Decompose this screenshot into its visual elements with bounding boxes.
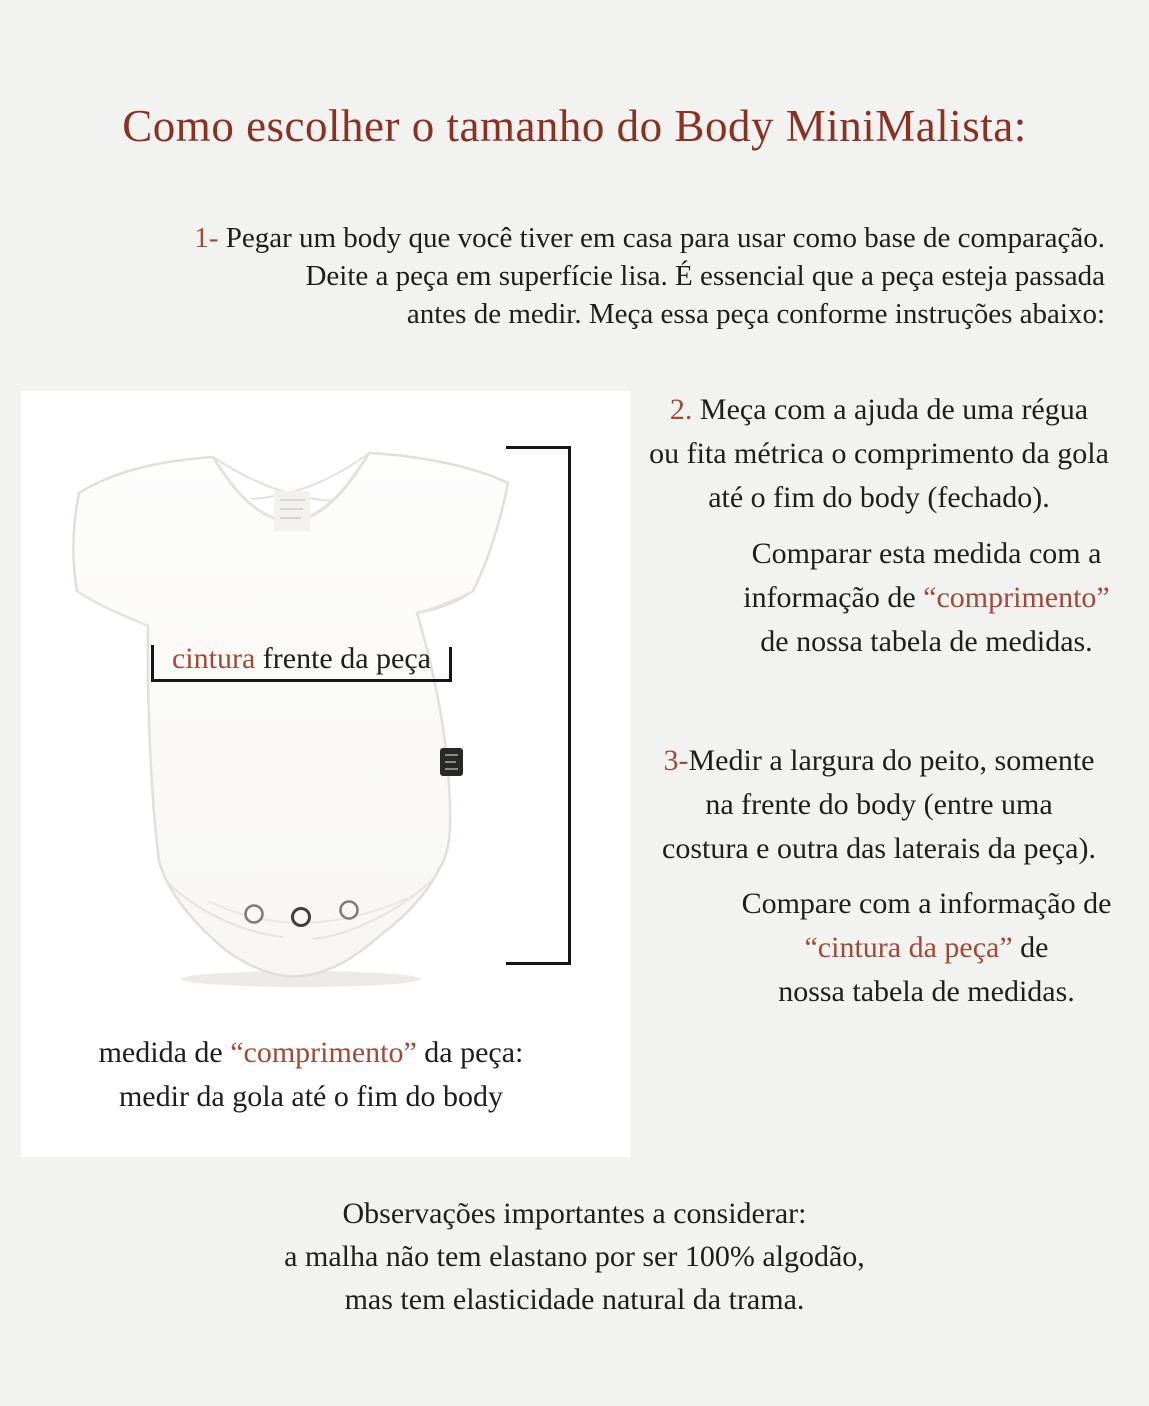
text-line: informação de “comprimento”: [743, 581, 1110, 614]
text-line: de nossa tabela de medidas.: [760, 625, 1093, 658]
text-line: Comparar esta medida com a: [751, 537, 1102, 570]
length-measure-tick-bottom: [506, 962, 571, 965]
text-line: Compare com a informação de: [741, 887, 1112, 920]
text-line: a malha não tem elastano por ser 100% algodão,: [284, 1240, 865, 1273]
brand-tag: [440, 748, 463, 776]
compare-length-paragraph: [718, 532, 1135, 664]
bodysuit-outline: [73, 453, 508, 976]
snap-button: [341, 902, 358, 919]
text-line: 3-Medir a largura do peito, somente: [663, 744, 1095, 777]
text-line: antes de medir. Meça essa peça conforme instruções abaixo:: [406, 298, 1105, 330]
text-line: costura e outra das laterais da peça).: [662, 832, 1096, 865]
step3-number: 3-: [663, 744, 689, 777]
text-line: Observações importantes a considerar:: [342, 1197, 807, 1230]
text-line: nossa tabela de medidas.: [778, 975, 1075, 1008]
waist-label: cintura frente da peça: [171, 642, 431, 675]
length-measure-line: [568, 446, 571, 964]
neck-size-label: [274, 491, 310, 531]
snap-button: [293, 909, 310, 926]
text-line: ou fita métrica o comprimento da gola: [649, 437, 1109, 470]
step2-paragraph: [628, 388, 1130, 520]
compare-waist-paragraph: [718, 882, 1135, 1014]
caption-accent: “comprimento”: [230, 1036, 417, 1069]
step3-paragraph: [628, 739, 1130, 871]
text-line: medida de “comprimento” da peça:: [98, 1036, 524, 1069]
text-line: “cintura da peça” de: [804, 931, 1049, 964]
text-line: na frente do body (entre uma: [705, 788, 1053, 821]
waist-label-accent: cintura: [171, 642, 256, 675]
text-line: medir da gola até o fim do body: [118, 1080, 504, 1113]
snap-button: [246, 906, 263, 923]
waist-bracket-underline: [151, 679, 452, 682]
length-caption: [21, 1031, 601, 1119]
text-line: mas tem elasticidade natural da trama.: [344, 1283, 805, 1316]
comprimento-accent: “comprimento”: [923, 581, 1110, 614]
text-line: Deite a peça em superfície lisa. É essencial que a peça esteja passada: [305, 260, 1105, 292]
text-line: 1- Pegar um body que você tiver em casa para usar como base de comparação.: [194, 222, 1105, 254]
footer-notes: [10, 1192, 1139, 1321]
text-line: 2. Meça com a ajuda de uma régua: [669, 393, 1089, 426]
step1-paragraph: [194, 219, 1105, 333]
cintura-accent: “cintura da peça”: [804, 931, 1013, 964]
length-measure-tick-top: [506, 446, 571, 449]
step2-number: 2.: [669, 393, 693, 426]
page-title: Como escolher o tamanho do Body MiniMalista:: [122, 101, 1027, 151]
step1-number: 1-: [194, 222, 219, 254]
text-line: até o fim do body (fechado).: [708, 481, 1050, 514]
bodysuit-photo-panel: [21, 391, 630, 1157]
